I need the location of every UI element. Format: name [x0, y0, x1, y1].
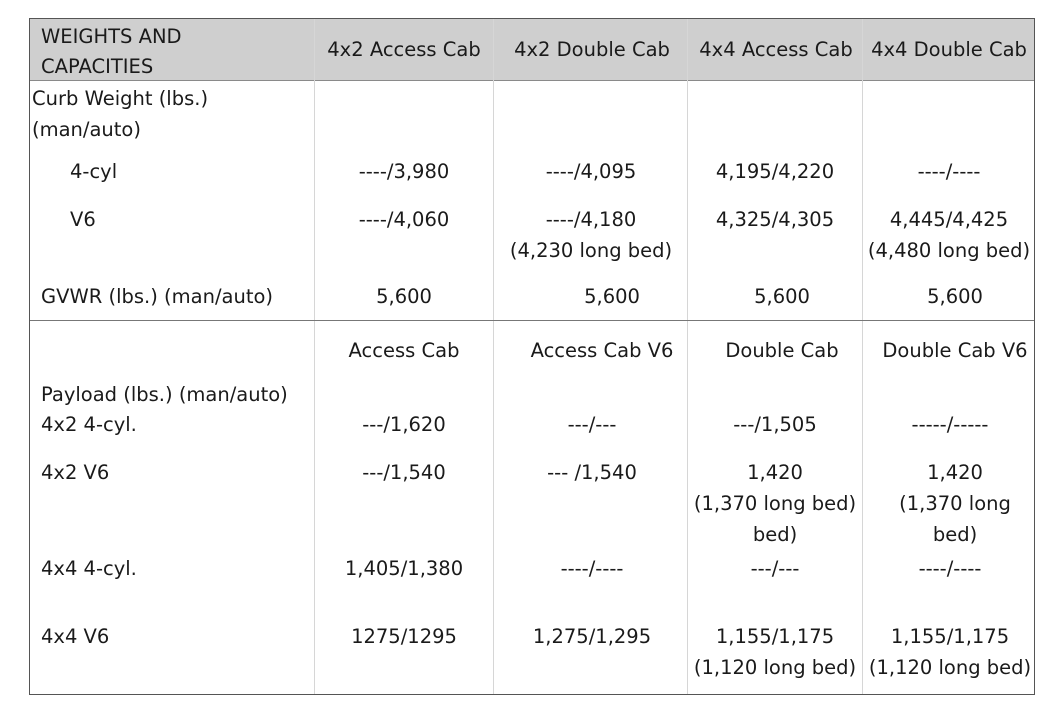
- table-cell: ----/4,180: [545, 208, 637, 231]
- table-cell: ----/3,980: [358, 160, 450, 183]
- table-title-line2: CAPACITIES: [41, 55, 154, 78]
- table-cell: 1,420: [747, 461, 803, 484]
- table-cell: ---/1,620: [362, 413, 446, 436]
- table-cell: ---/---: [750, 557, 800, 580]
- curb-weight-label: Curb Weight (lbs.): [32, 87, 209, 110]
- table-cell: 1,155/1,175: [890, 625, 1010, 648]
- section-divider: [30, 320, 1034, 321]
- table-cell-note: (4,230 long bed): [509, 239, 673, 262]
- table-cell-note: bed): [752, 523, 798, 546]
- table-cell: 1,420: [927, 461, 983, 484]
- table-cell: 4,325/4,305: [715, 208, 835, 231]
- table-cell: ---/---: [567, 413, 617, 436]
- table-cell: 5,600: [927, 285, 983, 308]
- row-label-4x2-4cyl: 4x2 4-cyl.: [41, 413, 137, 436]
- weights-capacities-table: [29, 18, 1035, 695]
- payload-label: Payload (lbs.) (man/auto): [41, 383, 288, 406]
- table-cell: ----/----: [918, 557, 982, 580]
- table-cell: ----/----: [560, 557, 624, 580]
- table-cell: 1,155/1,175: [715, 625, 835, 648]
- row-label-4x4-4cyl: 4x4 4-cyl.: [41, 557, 137, 580]
- table-cell: 5,600: [376, 285, 432, 308]
- column-divider: [314, 19, 315, 694]
- table-cell-note: (1,120 long bed): [868, 656, 1032, 679]
- row-label-gvwr: GVWR (lbs.) (man/auto): [41, 285, 274, 308]
- table-cell-note: (1,370 long: [899, 492, 1011, 515]
- column-divider: [687, 19, 688, 694]
- col-header-4x2-double-cab: 4x2 Double Cab: [514, 38, 670, 61]
- row-label-v6: V6: [70, 208, 96, 231]
- table-cell-note: (1,120 long bed): [693, 656, 857, 679]
- table-cell: ---/1,540: [362, 461, 446, 484]
- table-cell: ----/4,060: [358, 208, 450, 231]
- table-cell: 1275/1295: [351, 625, 457, 648]
- col-header-double-cab-v6: Double Cab V6: [882, 339, 1028, 362]
- table-title-line1: WEIGHTS AND: [41, 25, 182, 48]
- col-header-4x4-double-cab: 4x4 Double Cab: [871, 38, 1027, 61]
- row-label-4x2-v6: 4x2 V6: [41, 461, 110, 484]
- table-cell: 1,405/1,380: [344, 557, 464, 580]
- column-divider: [493, 19, 494, 694]
- col-header-access-cab-v6: Access Cab V6: [530, 339, 674, 362]
- table-cell: 5,600: [754, 285, 810, 308]
- table-cell: ----/4,095: [545, 160, 637, 183]
- table-cell-note: bed): [932, 523, 978, 546]
- row-label-4cyl: 4-cyl: [70, 160, 118, 183]
- table-title: [41, 22, 182, 82]
- table-cell: 5,600: [584, 285, 640, 308]
- row-label-4x4-v6: 4x4 V6: [41, 625, 110, 648]
- col-header-access-cab: Access Cab: [348, 339, 460, 362]
- table-cell-note: (4,480 long bed): [867, 239, 1031, 262]
- table-cell: 4,195/4,220: [715, 160, 835, 183]
- table-cell-note: (1,370 long bed): [693, 492, 857, 515]
- col-header-4x4-access-cab: 4x4 Access Cab: [699, 38, 853, 61]
- column-divider: [862, 19, 863, 694]
- col-header-4x2-access-cab: 4x2 Access Cab: [327, 38, 481, 61]
- table-cell: 1,275/1,295: [532, 625, 652, 648]
- col-header-double-cab: Double Cab: [725, 339, 839, 362]
- table-cell: ---/1,505: [733, 413, 817, 436]
- table-cell: ----/----: [917, 160, 981, 183]
- table-cell: 4,445/4,425: [889, 208, 1009, 231]
- table-cell: -----/-----: [911, 413, 989, 436]
- curb-weight-label-units: (man/auto): [32, 118, 141, 141]
- table-cell: --- /1,540: [547, 461, 637, 484]
